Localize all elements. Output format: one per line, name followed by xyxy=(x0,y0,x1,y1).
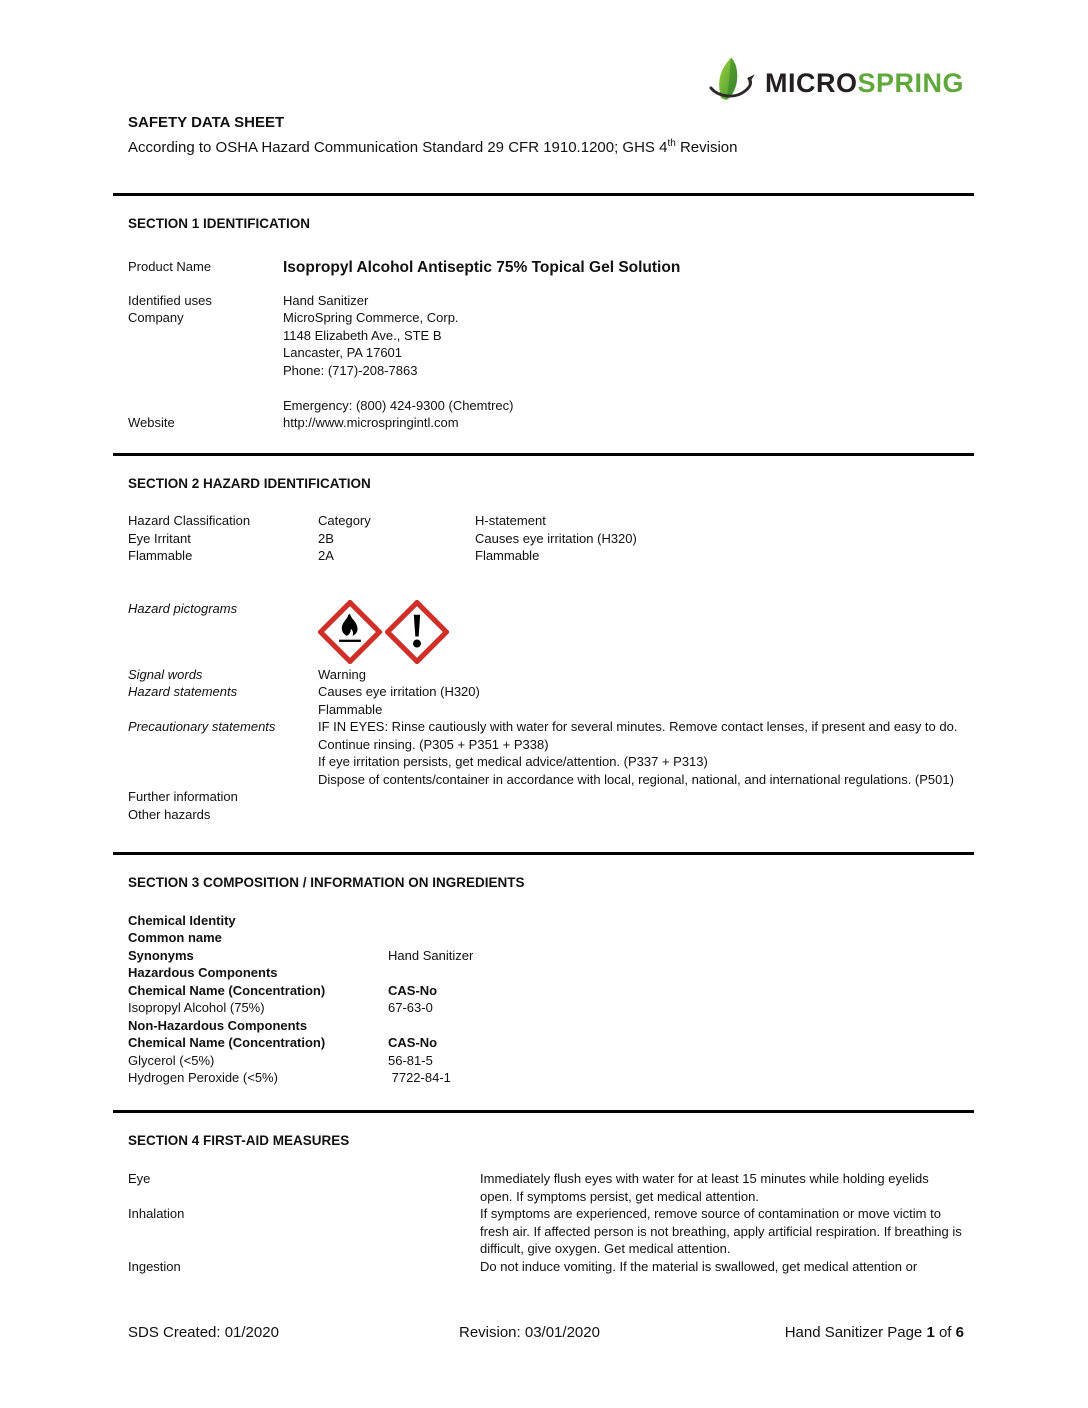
column-header: Category xyxy=(318,513,371,528)
precautionary-line: Continue rinsing. (P305 + P351 + P338) xyxy=(318,736,549,752)
leaf-swoosh-icon xyxy=(705,55,759,114)
table-row xyxy=(128,1069,964,1087)
section-divider xyxy=(113,193,974,196)
first-aid-route-label: Eye xyxy=(128,1171,151,1186)
logo-row xyxy=(128,56,964,112)
further-information-label: Further information xyxy=(128,789,238,804)
company-line: 1148 Elizabeth Ave., STE B xyxy=(283,327,442,343)
section4-heading: SECTION 4 FIRST-AID MEASURES xyxy=(128,1132,350,1148)
table-row xyxy=(128,530,964,548)
hazard-classification-table xyxy=(128,512,964,565)
subtitle-ordinal: th xyxy=(667,137,676,149)
revision-date: Revision: 03/01/2020 xyxy=(459,1324,600,1341)
microspring-logo xyxy=(705,55,964,114)
component-cas: 56-81-5 xyxy=(388,1052,433,1068)
hazard-statements-label: Hazard statements xyxy=(128,684,238,699)
document-subtitle xyxy=(128,135,964,157)
website-label: Website xyxy=(128,415,175,430)
bottom-margin xyxy=(128,1346,964,1408)
table-cell: Causes eye irritation (H320) xyxy=(475,530,637,546)
page-footer xyxy=(128,1324,964,1346)
hazardous-components-label: Hazardous Components xyxy=(128,965,278,980)
column-header-chemical-name: Chemical Name (Concentration) xyxy=(128,982,326,998)
precautionary-statements-label: Precautionary statements xyxy=(128,719,276,734)
document-title: SAFETY DATA SHEET xyxy=(128,114,285,131)
component-cas: 67-63-0 xyxy=(388,1000,433,1015)
precautionary-line: IF IN EYES: Rinse cautiously with water for several minutes. Remove contact lenses, if present and easy to do. xyxy=(318,719,958,734)
table-row xyxy=(128,1052,964,1070)
first-aid-measures xyxy=(128,1170,964,1275)
first-aid-row xyxy=(128,1205,964,1258)
common-name-label: Common name xyxy=(128,930,222,945)
first-aid-instructions: Immediately flush eyes with water for at least 15 minutes while holding eyelids open. If symptoms persist, get medical attention. xyxy=(480,1171,929,1204)
first-aid-instructions: If symptoms are experienced, remove source of contamination or move victim to fresh air. If affected person is not breathing, apply artificial respiration. If breathing is difficult, give oxygen. Get medical attention. xyxy=(480,1206,962,1256)
product-name-value: Isopropyl Alcohol Antiseptic 75% Topical Gel Solution xyxy=(283,258,681,276)
table-cell: 2A xyxy=(318,548,334,563)
non-hazardous-components-label: Non-Hazardous Components xyxy=(128,1017,308,1033)
company-label: Company xyxy=(128,310,184,325)
column-header-chemical-name: Chemical Name (Concentration) xyxy=(128,1035,326,1050)
composition-table xyxy=(128,912,964,1087)
company-line: Lancaster, PA 17601 xyxy=(283,345,403,360)
website-value: http://www.microspringintl.com xyxy=(283,415,459,430)
synonyms-label: Synonyms xyxy=(128,947,194,963)
table-cell: Eye Irritant xyxy=(128,530,191,546)
table-row xyxy=(128,999,964,1017)
logo-text-spring: SPRING xyxy=(857,68,964,99)
section1-heading: SECTION 1 IDENTIFICATION xyxy=(128,216,311,231)
identified-uses-label: Identified uses xyxy=(128,292,212,308)
section-divider xyxy=(113,1110,974,1113)
product-name-label: Product Name xyxy=(128,258,212,274)
hazard-statement: Causes eye irritation (H320) xyxy=(318,684,480,699)
spacer xyxy=(128,379,964,397)
table-cell: 2B xyxy=(318,530,334,546)
company-line: MicroSpring Commerce, Corp. xyxy=(283,310,459,325)
logo-text xyxy=(764,68,964,99)
synonyms-value: Hand Sanitizer xyxy=(388,947,474,963)
hazard-statement: Flammable xyxy=(318,701,383,717)
first-aid-route-label: Inhalation xyxy=(128,1206,185,1221)
precautionary-line: If eye irritation persists, get medical advice/attention. (P337 + P313) xyxy=(318,754,708,769)
hazard-pictograms xyxy=(318,600,964,664)
subtitle-suffix: Revision xyxy=(675,138,738,156)
component-name: Isopropyl Alcohol (75%) xyxy=(128,1000,265,1015)
page-total: 6 xyxy=(955,1324,964,1341)
table-row xyxy=(128,547,964,565)
section2-heading: SECTION 2 HAZARD IDENTIFICATION xyxy=(128,475,371,491)
component-name: Hydrogen Peroxide (<5%) xyxy=(128,1070,278,1085)
page-indicator xyxy=(785,1324,964,1342)
other-hazards-label: Other hazards xyxy=(128,806,211,822)
table-cell: Flammable xyxy=(475,548,540,563)
component-cas: 7722-84-1 xyxy=(388,1070,451,1085)
section-divider xyxy=(113,852,974,855)
hazard-statements xyxy=(318,683,964,718)
column-header-cas: CAS-No xyxy=(388,1035,438,1050)
subtitle-text: According to OSHA Hazard Communication Standard 29 CFR 1910.1200; GHS 4 xyxy=(128,138,668,156)
emergency-phone: Emergency: (800) 424-9300 (Chemtrec) xyxy=(283,397,514,413)
first-aid-route-label: Ingestion xyxy=(128,1258,181,1274)
page-indicator-prefix: Hand Sanitizer Page xyxy=(784,1324,927,1341)
column-header: Hazard Classification xyxy=(128,513,251,528)
table-header-row xyxy=(128,512,964,530)
table-cell: Flammable xyxy=(128,548,193,563)
column-header-cas: CAS-No xyxy=(388,982,438,998)
hazard-pictograms-label: Hazard pictograms xyxy=(128,600,238,616)
identified-uses-value: Hand Sanitizer xyxy=(283,292,369,308)
sds-created-date: SDS Created: 01/2020 xyxy=(128,1324,279,1341)
signal-words-label: Signal words xyxy=(128,666,203,682)
first-aid-row xyxy=(128,1258,964,1276)
column-header: H-statement xyxy=(475,513,546,528)
first-aid-instructions: Do not induce vomiting. If the material is swallowed, get medical attention or xyxy=(480,1258,918,1274)
section3-heading: SECTION 3 COMPOSITION / INFORMATION ON INGREDIENTS xyxy=(128,875,525,890)
company-line: Phone: (717)-208-7863 xyxy=(283,362,418,378)
company-address xyxy=(283,309,964,379)
chemical-identity-label: Chemical Identity xyxy=(128,912,236,928)
first-aid-row xyxy=(128,1170,964,1205)
section-divider xyxy=(113,453,974,456)
page-of: of xyxy=(934,1324,956,1341)
component-name: Glycerol (<5%) xyxy=(128,1052,215,1068)
page-number: 1 xyxy=(926,1324,935,1341)
precautionary-statements xyxy=(318,718,964,788)
signal-words-value: Warning xyxy=(318,666,366,682)
flame-pictogram-icon xyxy=(318,600,382,664)
logo-text-micro: MICRO xyxy=(764,68,858,99)
precautionary-line: Dispose of contents/container in accordance with local, regional, national, and international regulations. (P501) xyxy=(318,771,954,787)
exclamation-pictogram-icon xyxy=(385,600,449,664)
